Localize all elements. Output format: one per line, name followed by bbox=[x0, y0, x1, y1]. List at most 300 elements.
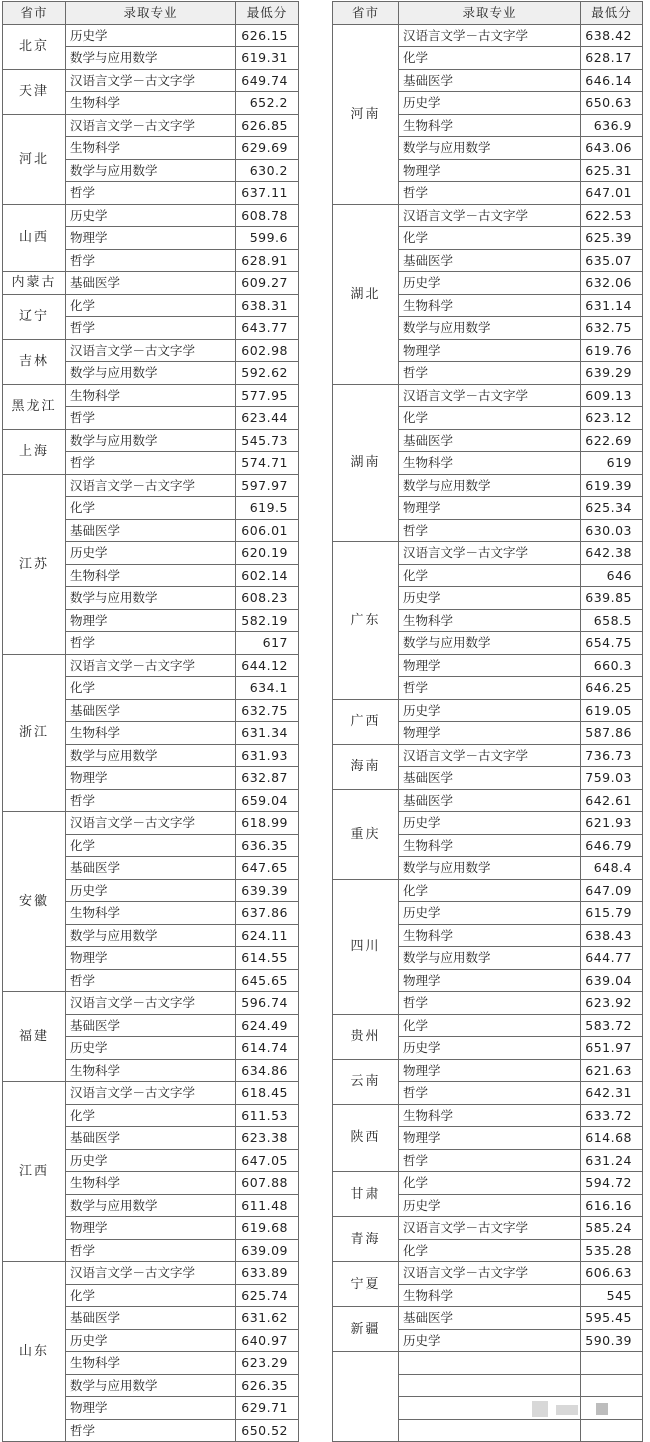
score-cell: 636.9 bbox=[581, 114, 643, 137]
score-cell: 614.74 bbox=[236, 1037, 299, 1060]
major-cell: 数学与应用数学 bbox=[66, 744, 236, 767]
major-cell: 哲学 bbox=[399, 992, 581, 1015]
score-cell: 535.28 bbox=[581, 1239, 643, 1262]
score-cell: 650.52 bbox=[236, 1419, 299, 1442]
score-cell: 639.29 bbox=[581, 362, 643, 385]
major-cell: 基础医学 bbox=[399, 249, 581, 272]
score-cell: 648.4 bbox=[581, 857, 643, 880]
score-cell: 621.93 bbox=[581, 812, 643, 835]
province-cell: 河北 bbox=[3, 114, 66, 204]
score-cell: 630.2 bbox=[236, 159, 299, 182]
major-cell: 汉语言文学－古文字学 bbox=[399, 542, 581, 565]
header-province: 省市 bbox=[3, 2, 66, 25]
score-cell: 582.19 bbox=[236, 609, 299, 632]
score-cell: 624.49 bbox=[236, 1014, 299, 1037]
province-cell bbox=[333, 1352, 399, 1442]
major-cell: 哲学 bbox=[66, 632, 236, 655]
major-cell: 生物科学 bbox=[66, 1172, 236, 1195]
major-cell: 基础医学 bbox=[399, 789, 581, 812]
province-cell: 辽宁 bbox=[3, 294, 66, 339]
score-cell: 639.85 bbox=[581, 587, 643, 610]
table-row bbox=[3, 272, 299, 295]
major-cell: 化学 bbox=[399, 47, 581, 70]
province-cell: 海南 bbox=[333, 744, 399, 789]
province-cell: 山西 bbox=[3, 204, 66, 272]
province-cell: 福建 bbox=[3, 992, 66, 1082]
major-cell: 生物科学 bbox=[66, 92, 236, 115]
score-cell: 626.85 bbox=[236, 114, 299, 137]
score-cell: 644.12 bbox=[236, 654, 299, 677]
score-cell: 619.39 bbox=[581, 474, 643, 497]
major-cell: 哲学 bbox=[66, 317, 236, 340]
major-cell: 数学与应用数学 bbox=[66, 587, 236, 610]
province-cell: 山东 bbox=[3, 1262, 66, 1442]
major-cell: 基础医学 bbox=[66, 519, 236, 542]
score-cell: 631.14 bbox=[581, 294, 643, 317]
major-cell: 哲学 bbox=[66, 452, 236, 475]
major-cell: 汉语言文学－古文字学 bbox=[66, 992, 236, 1015]
header-major: 录取专业 bbox=[399, 2, 581, 25]
score-cell: 649.74 bbox=[236, 69, 299, 92]
major-cell: 生物科学 bbox=[399, 1104, 581, 1127]
major-cell: 生物科学 bbox=[66, 384, 236, 407]
score-cell: 647.01 bbox=[581, 182, 643, 205]
table-row bbox=[333, 789, 643, 812]
major-cell: 数学与应用数学 bbox=[66, 429, 236, 452]
province-cell: 青海 bbox=[333, 1217, 399, 1262]
score-cell: 636.35 bbox=[236, 834, 299, 857]
score-cell: 607.88 bbox=[236, 1172, 299, 1195]
table-row bbox=[333, 744, 643, 767]
major-cell: 物理学 bbox=[399, 969, 581, 992]
province-cell: 河南 bbox=[333, 24, 399, 204]
score-cell: 606.63 bbox=[581, 1262, 643, 1285]
major-cell: 数学与应用数学 bbox=[66, 924, 236, 947]
major-cell: 数学与应用数学 bbox=[399, 632, 581, 655]
major-cell: 物理学 bbox=[399, 497, 581, 520]
score-cell: 632.06 bbox=[581, 272, 643, 295]
score-cell: 545 bbox=[581, 1284, 643, 1307]
province-cell: 北京 bbox=[3, 24, 66, 69]
major-cell: 化学 bbox=[66, 834, 236, 857]
major-cell: 基础医学 bbox=[66, 857, 236, 880]
table-row bbox=[333, 204, 643, 227]
score-cell: 611.53 bbox=[236, 1104, 299, 1127]
major-cell: 哲学 bbox=[66, 1419, 236, 1442]
major-cell: 汉语言文学－古文字学 bbox=[66, 1082, 236, 1105]
major-cell: 数学与应用数学 bbox=[399, 474, 581, 497]
score-cell: 646.79 bbox=[581, 834, 643, 857]
major-cell: 汉语言文学－古文字学 bbox=[66, 812, 236, 835]
major-cell: 哲学 bbox=[399, 677, 581, 700]
score-cell: 618.45 bbox=[236, 1082, 299, 1105]
major-cell: 数学与应用数学 bbox=[66, 47, 236, 70]
major-cell: 汉语言文学－古文字学 bbox=[66, 339, 236, 362]
score-cell: 620.19 bbox=[236, 542, 299, 565]
major-cell: 历史学 bbox=[66, 1329, 236, 1352]
major-cell: 数学与应用数学 bbox=[66, 362, 236, 385]
major-cell: 哲学 bbox=[399, 1082, 581, 1105]
score-cell: 619.5 bbox=[236, 497, 299, 520]
score-cell: 619.68 bbox=[236, 1217, 299, 1240]
score-cell: 637.11 bbox=[236, 182, 299, 205]
major-cell: 生物科学 bbox=[399, 924, 581, 947]
score-cell: 645.65 bbox=[236, 969, 299, 992]
major-cell: 历史学 bbox=[399, 699, 581, 722]
table-row bbox=[333, 384, 643, 407]
major-cell: 化学 bbox=[66, 1284, 236, 1307]
score-cell: 625.34 bbox=[581, 497, 643, 520]
score-cell: 609.27 bbox=[236, 272, 299, 295]
table-row bbox=[333, 1352, 643, 1375]
score-cell: 622.53 bbox=[581, 204, 643, 227]
major-cell: 化学 bbox=[399, 407, 581, 430]
score-cell: 619 bbox=[581, 452, 643, 475]
major-cell: 基础医学 bbox=[66, 1307, 236, 1330]
score-cell: 585.24 bbox=[581, 1217, 643, 1240]
score-cell: 634.1 bbox=[236, 677, 299, 700]
province-cell: 广东 bbox=[333, 542, 399, 700]
major-cell: 生物科学 bbox=[66, 137, 236, 160]
major-cell: 哲学 bbox=[66, 969, 236, 992]
score-cell: 640.97 bbox=[236, 1329, 299, 1352]
score-cell: 631.62 bbox=[236, 1307, 299, 1330]
table-row bbox=[333, 1104, 643, 1127]
score-cell: 602.98 bbox=[236, 339, 299, 362]
major-cell: 汉语言文学－古文字学 bbox=[399, 1262, 581, 1285]
table-row bbox=[3, 812, 299, 835]
score-cell: 631.24 bbox=[581, 1149, 643, 1172]
score-cell: 622.69 bbox=[581, 429, 643, 452]
major-cell: 历史学 bbox=[399, 902, 581, 925]
major-cell: 化学 bbox=[399, 1239, 581, 1262]
score-cell: 631.93 bbox=[236, 744, 299, 767]
major-cell: 哲学 bbox=[399, 1149, 581, 1172]
score-cell: 595.45 bbox=[581, 1307, 643, 1330]
score-cell: 630.03 bbox=[581, 519, 643, 542]
score-cell bbox=[581, 1419, 643, 1442]
major-cell: 生物科学 bbox=[66, 722, 236, 745]
major-cell: 哲学 bbox=[399, 519, 581, 542]
major-cell: 物理学 bbox=[399, 159, 581, 182]
major-cell: 物理学 bbox=[399, 1127, 581, 1150]
major-cell: 基础医学 bbox=[399, 429, 581, 452]
table-row bbox=[333, 1014, 643, 1037]
major-cell: 历史学 bbox=[399, 1037, 581, 1060]
major-cell: 生物科学 bbox=[399, 1284, 581, 1307]
table-row bbox=[3, 69, 299, 92]
major-cell bbox=[399, 1352, 581, 1375]
table-row bbox=[3, 384, 299, 407]
score-cell: 651.97 bbox=[581, 1037, 643, 1060]
province-cell: 江西 bbox=[3, 1082, 66, 1262]
province-cell: 四川 bbox=[333, 879, 399, 1014]
score-cell: 616.16 bbox=[581, 1194, 643, 1217]
major-cell: 数学与应用数学 bbox=[399, 137, 581, 160]
score-cell bbox=[581, 1374, 643, 1397]
score-cell: 650.63 bbox=[581, 92, 643, 115]
score-cell: 606.01 bbox=[236, 519, 299, 542]
score-cell: 619.76 bbox=[581, 339, 643, 362]
score-cell: 626.35 bbox=[236, 1374, 299, 1397]
score-cell: 608.23 bbox=[236, 587, 299, 610]
table-row bbox=[333, 1262, 643, 1285]
score-cell: 625.74 bbox=[236, 1284, 299, 1307]
major-cell bbox=[399, 1374, 581, 1397]
header-major: 录取专业 bbox=[66, 2, 236, 25]
score-cell: 608.78 bbox=[236, 204, 299, 227]
score-cell bbox=[581, 1397, 643, 1420]
score-cell: 623.29 bbox=[236, 1352, 299, 1375]
score-cell: 759.03 bbox=[581, 767, 643, 790]
major-cell: 汉语言文学－古文字学 bbox=[66, 654, 236, 677]
major-cell bbox=[399, 1397, 581, 1420]
table-row bbox=[3, 654, 299, 677]
score-cell: 646.25 bbox=[581, 677, 643, 700]
table-row bbox=[3, 474, 299, 497]
major-cell: 数学与应用数学 bbox=[399, 947, 581, 970]
score-cell: 599.6 bbox=[236, 227, 299, 250]
score-cell: 587.86 bbox=[581, 722, 643, 745]
score-cell: 642.31 bbox=[581, 1082, 643, 1105]
major-cell: 汉语言文学－古文字学 bbox=[399, 1217, 581, 1240]
table-row bbox=[3, 429, 299, 452]
major-cell: 化学 bbox=[66, 1104, 236, 1127]
header-row bbox=[3, 2, 299, 25]
major-cell: 数学与应用数学 bbox=[66, 1374, 236, 1397]
table-row bbox=[3, 24, 299, 47]
major-cell: 哲学 bbox=[66, 789, 236, 812]
score-cell: 574.71 bbox=[236, 452, 299, 475]
major-cell: 生物科学 bbox=[66, 902, 236, 925]
score-cell: 628.17 bbox=[581, 47, 643, 70]
major-cell: 物理学 bbox=[66, 609, 236, 632]
province-cell: 内蒙古 bbox=[3, 272, 66, 295]
major-cell: 物理学 bbox=[66, 227, 236, 250]
major-cell: 生物科学 bbox=[66, 564, 236, 587]
major-cell: 基础医学 bbox=[399, 767, 581, 790]
watermark-block-1 bbox=[532, 1401, 548, 1417]
table-row bbox=[3, 1262, 299, 1285]
table-row bbox=[3, 294, 299, 317]
major-cell: 生物科学 bbox=[399, 834, 581, 857]
score-cell: 624.11 bbox=[236, 924, 299, 947]
major-cell: 数学与应用数学 bbox=[399, 857, 581, 880]
major-cell: 生物科学 bbox=[399, 452, 581, 475]
table-row bbox=[333, 879, 643, 902]
province-cell: 黑龙江 bbox=[3, 384, 66, 429]
province-cell: 宁夏 bbox=[333, 1262, 399, 1307]
score-cell: 736.73 bbox=[581, 744, 643, 767]
major-cell: 生物科学 bbox=[66, 1059, 236, 1082]
major-cell: 汉语言文学－古文字学 bbox=[66, 114, 236, 137]
score-cell: 633.72 bbox=[581, 1104, 643, 1127]
score-cell: 644.77 bbox=[581, 947, 643, 970]
header-score: 最低分 bbox=[236, 2, 299, 25]
score-cell: 621.63 bbox=[581, 1059, 643, 1082]
score-cell: 592.62 bbox=[236, 362, 299, 385]
province-cell: 新疆 bbox=[333, 1307, 399, 1352]
table-row bbox=[3, 204, 299, 227]
major-cell: 哲学 bbox=[399, 182, 581, 205]
score-cell: 615.79 bbox=[581, 902, 643, 925]
score-cell: 628.91 bbox=[236, 249, 299, 272]
score-cell: 635.07 bbox=[581, 249, 643, 272]
major-cell: 汉语言文学－古文字学 bbox=[66, 69, 236, 92]
major-cell: 生物科学 bbox=[399, 114, 581, 137]
score-cell: 637.86 bbox=[236, 902, 299, 925]
score-cell: 643.06 bbox=[581, 137, 643, 160]
score-cell: 646 bbox=[581, 564, 643, 587]
major-cell: 哲学 bbox=[66, 407, 236, 430]
major-cell: 汉语言文学－古文字学 bbox=[399, 204, 581, 227]
major-cell: 物理学 bbox=[66, 1397, 236, 1420]
score-cell: 619.05 bbox=[581, 699, 643, 722]
score-cell: 596.74 bbox=[236, 992, 299, 1015]
score-cell: 634.86 bbox=[236, 1059, 299, 1082]
score-cell: 647.05 bbox=[236, 1149, 299, 1172]
major-cell: 历史学 bbox=[399, 272, 581, 295]
score-cell: 609.13 bbox=[581, 384, 643, 407]
major-cell bbox=[399, 1419, 581, 1442]
score-cell: 633.89 bbox=[236, 1262, 299, 1285]
score-cell: 632.75 bbox=[581, 317, 643, 340]
major-cell: 生物科学 bbox=[399, 294, 581, 317]
province-cell: 广西 bbox=[333, 699, 399, 744]
score-cell: 625.39 bbox=[581, 227, 643, 250]
major-cell: 基础医学 bbox=[66, 699, 236, 722]
score-cell: 629.71 bbox=[236, 1397, 299, 1420]
major-cell: 历史学 bbox=[399, 1194, 581, 1217]
major-cell: 历史学 bbox=[66, 1149, 236, 1172]
score-cell: 619.31 bbox=[236, 47, 299, 70]
header-row bbox=[333, 2, 643, 25]
score-cell: 654.75 bbox=[581, 632, 643, 655]
major-cell: 数学与应用数学 bbox=[66, 159, 236, 182]
score-cell bbox=[581, 1352, 643, 1375]
score-cell: 577.95 bbox=[236, 384, 299, 407]
score-cell: 626.15 bbox=[236, 24, 299, 47]
admission-table-left bbox=[2, 1, 299, 1442]
score-cell: 643.77 bbox=[236, 317, 299, 340]
score-cell: 639.39 bbox=[236, 879, 299, 902]
score-cell: 629.69 bbox=[236, 137, 299, 160]
province-cell: 浙江 bbox=[3, 654, 66, 812]
table-row bbox=[333, 1307, 643, 1330]
score-cell: 597.97 bbox=[236, 474, 299, 497]
major-cell: 汉语言文学－古文字学 bbox=[66, 474, 236, 497]
table-row bbox=[333, 1217, 643, 1240]
score-cell: 652.2 bbox=[236, 92, 299, 115]
score-cell: 638.43 bbox=[581, 924, 643, 947]
score-cell: 647.65 bbox=[236, 857, 299, 880]
table-row bbox=[3, 339, 299, 362]
watermark-block-3 bbox=[596, 1403, 608, 1415]
province-cell: 上海 bbox=[3, 429, 66, 474]
table-row bbox=[3, 1082, 299, 1105]
major-cell: 基础医学 bbox=[399, 69, 581, 92]
table-row bbox=[333, 1172, 643, 1195]
table-row bbox=[333, 1059, 643, 1082]
score-cell: 617 bbox=[236, 632, 299, 655]
major-cell: 汉语言文学－古文字学 bbox=[66, 1262, 236, 1285]
province-cell: 贵州 bbox=[333, 1014, 399, 1059]
major-cell: 汉语言文学－古文字学 bbox=[399, 24, 581, 47]
major-cell: 数学与应用数学 bbox=[66, 1194, 236, 1217]
major-cell: 化学 bbox=[66, 497, 236, 520]
major-cell: 物理学 bbox=[399, 1059, 581, 1082]
major-cell: 历史学 bbox=[399, 1329, 581, 1352]
score-cell: 639.04 bbox=[581, 969, 643, 992]
major-cell: 化学 bbox=[399, 1172, 581, 1195]
score-cell: 660.3 bbox=[581, 654, 643, 677]
table-row bbox=[333, 542, 643, 565]
score-cell: 583.72 bbox=[581, 1014, 643, 1037]
table-row bbox=[3, 992, 299, 1015]
score-cell: 658.5 bbox=[581, 609, 643, 632]
score-cell: 625.31 bbox=[581, 159, 643, 182]
score-cell: 614.68 bbox=[581, 1127, 643, 1150]
province-cell: 湖北 bbox=[333, 204, 399, 384]
major-cell: 历史学 bbox=[66, 1037, 236, 1060]
table-row bbox=[333, 699, 643, 722]
score-cell: 632.75 bbox=[236, 699, 299, 722]
score-cell: 545.73 bbox=[236, 429, 299, 452]
table-row bbox=[3, 114, 299, 137]
score-cell: 632.87 bbox=[236, 767, 299, 790]
major-cell: 物理学 bbox=[399, 722, 581, 745]
header-province: 省市 bbox=[333, 2, 399, 25]
major-cell: 哲学 bbox=[66, 1239, 236, 1262]
major-cell: 哲学 bbox=[399, 362, 581, 385]
province-cell: 重庆 bbox=[333, 789, 399, 879]
score-cell: 659.04 bbox=[236, 789, 299, 812]
score-cell: 623.38 bbox=[236, 1127, 299, 1150]
major-cell: 物理学 bbox=[399, 339, 581, 362]
province-cell: 天津 bbox=[3, 69, 66, 114]
score-cell: 646.14 bbox=[581, 69, 643, 92]
score-cell: 638.31 bbox=[236, 294, 299, 317]
score-cell: 611.48 bbox=[236, 1194, 299, 1217]
score-cell: 638.42 bbox=[581, 24, 643, 47]
major-cell: 基础医学 bbox=[399, 1307, 581, 1330]
province-cell: 江苏 bbox=[3, 474, 66, 654]
major-cell: 哲学 bbox=[66, 249, 236, 272]
major-cell: 历史学 bbox=[66, 879, 236, 902]
score-cell: 618.99 bbox=[236, 812, 299, 835]
watermark-block-2 bbox=[556, 1405, 578, 1415]
major-cell: 汉语言文学－古文字学 bbox=[399, 384, 581, 407]
major-cell: 基础医学 bbox=[66, 1127, 236, 1150]
score-cell: 642.38 bbox=[581, 542, 643, 565]
major-cell: 汉语言文学－古文字学 bbox=[399, 744, 581, 767]
score-cell: 642.61 bbox=[581, 789, 643, 812]
major-cell: 历史学 bbox=[399, 587, 581, 610]
score-cell: 594.72 bbox=[581, 1172, 643, 1195]
major-cell: 历史学 bbox=[66, 24, 236, 47]
admission-table-right bbox=[332, 1, 643, 1442]
major-cell: 数学与应用数学 bbox=[399, 317, 581, 340]
major-cell: 化学 bbox=[399, 1014, 581, 1037]
province-cell: 安徽 bbox=[3, 812, 66, 992]
major-cell: 化学 bbox=[66, 294, 236, 317]
major-cell: 物理学 bbox=[399, 654, 581, 677]
score-cell: 590.39 bbox=[581, 1329, 643, 1352]
major-cell: 化学 bbox=[399, 564, 581, 587]
major-cell: 化学 bbox=[399, 227, 581, 250]
score-cell: 623.44 bbox=[236, 407, 299, 430]
province-cell: 陕西 bbox=[333, 1104, 399, 1172]
